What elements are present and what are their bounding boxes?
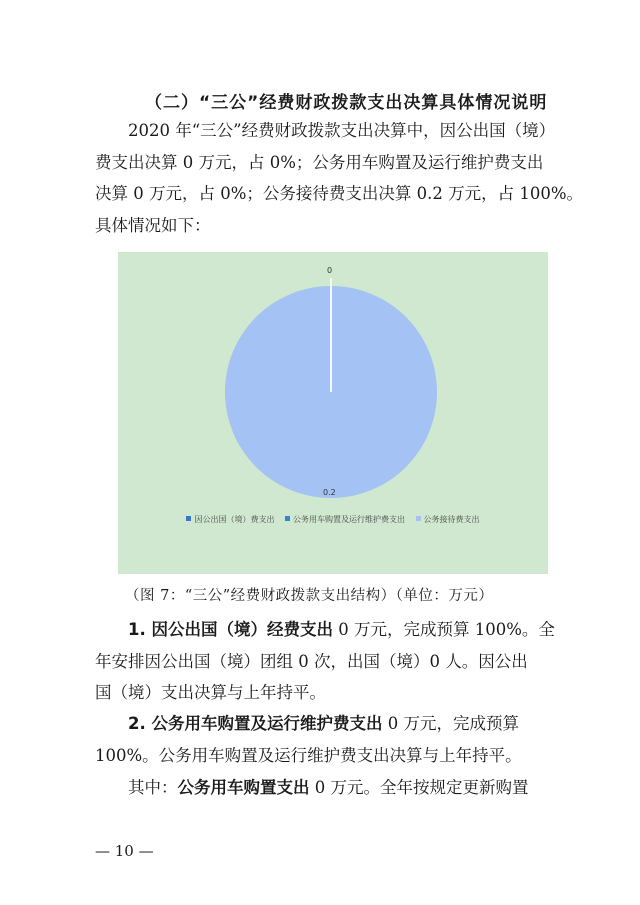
page-number: — 10 — xyxy=(95,842,154,860)
section-3-text: 0 万元。全年按规定更新购置 xyxy=(309,778,529,797)
section-2-title: 2. 公务用车购置及运行维护费支出 xyxy=(128,714,383,733)
legend-swatch xyxy=(285,516,290,521)
data-label-bottom: 0.2 xyxy=(323,488,336,497)
section-1 xyxy=(95,614,565,709)
legend-item xyxy=(416,514,480,525)
section-heading: （二）“三公”经费财政拨款支出决算具体情况说明 xyxy=(145,93,548,113)
data-label-top: 0 xyxy=(327,266,333,275)
intro-line: 决算 0 万元，占 0%；公务接待费支出决算 0.2 万元，占 100%。 xyxy=(95,184,584,203)
legend-item xyxy=(285,514,405,525)
section-1-line: 国（境）支出决算与上年持平。 xyxy=(95,683,326,702)
legend-label: 公务用车购置及运行维护费支出 xyxy=(293,515,405,524)
legend-swatch xyxy=(186,516,191,521)
legend-label: 因公出国（境）费支出 xyxy=(194,515,275,524)
legend-item xyxy=(186,514,274,525)
pie-chart xyxy=(118,252,548,574)
section-2-line: 100%。公务用车购置及运行维护费支出决算与上年持平。 xyxy=(95,745,522,765)
legend-swatch xyxy=(416,516,421,521)
section-3-prefix: 其中： xyxy=(128,778,178,797)
section-2-text: 0 万元，完成预算 xyxy=(382,714,519,733)
chart-legend xyxy=(118,514,548,525)
intro-line: 费支出决算 0 万元，占 0%；公务用车购置及运行维护费支出 xyxy=(95,152,544,172)
intro-line: 2020 年“三公”经费财政拨款支出决算中，因公出国（境） xyxy=(128,121,556,140)
section-3-title: 公务用车购置支出 xyxy=(177,778,310,797)
section-1-title: 1. 因公出国（境）经费支出 xyxy=(128,620,333,639)
figure-caption: （图 7：“三公”经费财政拨款支出结构）（单位：万元） xyxy=(125,588,494,604)
pie-chart-svg xyxy=(118,252,548,574)
intro-paragraph xyxy=(95,115,584,241)
section-3 xyxy=(95,772,565,804)
intro-line: 具体情况如下： xyxy=(95,215,211,235)
section-2 xyxy=(95,708,565,771)
legend-label: 公务接待费支出 xyxy=(423,515,480,524)
section-1-text: 0 万元，完成预算 100%。全 xyxy=(333,620,555,639)
section-1-line: 年安排因公出国（境）团组 0 次，出国（境）0 人。因公出 xyxy=(95,651,528,671)
